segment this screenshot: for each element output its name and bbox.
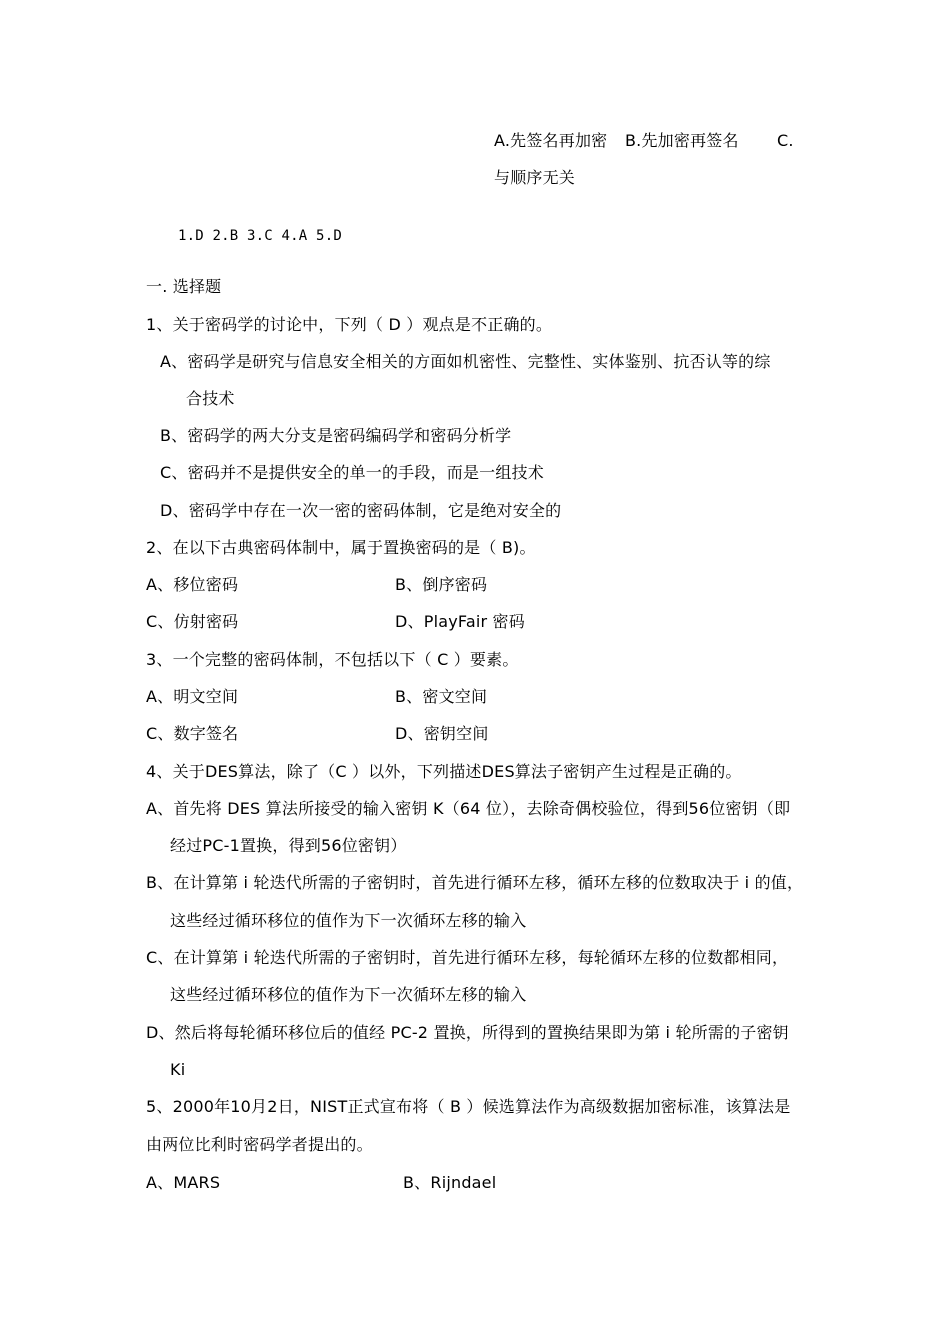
q2-option-d: D、PlayFair 密码 — [395, 612, 525, 631]
q1-option-c: C、密码并不是提供安全的单一的手段，而是一组技术 — [160, 463, 544, 482]
section-title: 一. 选择题 — [146, 277, 222, 296]
q4-stem: 4、关于DES算法，除了（C ）以外，下列描述DES算法子密钥产生过程是正确的。 — [146, 762, 742, 781]
q1-stem: 1、关于密码学的讨论中，下列（ D ）观点是不正确的。 — [146, 315, 553, 334]
option-b-encrypt-then-sign: B.先加密再签名 — [625, 131, 739, 150]
option-c-text: 与顺序无关 — [494, 168, 576, 187]
q4-option-a: A、首先将 DES 算法所接受的输入密钥 K（64 位），去除奇偶校验位，得到56位密钥（即 — [146, 799, 791, 818]
q2-option-a: A、移位密码 — [146, 575, 239, 594]
q5-option-b: B、Rijndael — [403, 1173, 497, 1192]
q1-option-b: B、密码学的两大分支是密码编码学和密码分析学 — [160, 426, 512, 445]
q4-option-b-cont: 这些经过循环移位的值作为下一次循环左移的输入 — [170, 911, 527, 930]
q4-option-d-cont: Ki — [170, 1060, 186, 1079]
q1-option-a-cont: 合技术 — [186, 389, 235, 408]
option-a-sign-then-encrypt: A.先签名再加密 — [494, 131, 608, 150]
q5-stem: 5、2000年10月2日，NIST正式宣布将（ B ）候选算法作为高级数据加密标准，该算法是 — [146, 1097, 791, 1116]
q4-option-a-cont: 经过PC-1置换，得到56位密钥） — [170, 836, 407, 855]
q1-option-d: D、密码学中存在一次一密的密码体制，它是绝对安全的 — [160, 501, 562, 520]
q4-option-c: C、在计算第 i 轮迭代所需的子密钥时，首先进行循环左移，每轮循环左移的位数都相同， — [146, 948, 789, 967]
q5-option-a: A、MARS — [146, 1173, 221, 1192]
q4-option-b: B、在计算第 i 轮迭代所需的子密钥时，首先进行循环左移，循环左移的位数取决于 i 的值， — [146, 873, 804, 892]
answer-key: 1.D 2.B 3.C 4.A 5.D — [178, 228, 342, 244]
q3-option-a: A、明文空间 — [146, 687, 239, 706]
q3-stem: 3、一个完整的密码体制，不包括以下（ C ）要素。 — [146, 650, 519, 669]
q3-option-b: B、密文空间 — [395, 687, 488, 706]
q4-option-d: D、然后将每轮循环移位后的值经 PC-2 置换，所得到的置换结果即为第 i 轮所需的子密钥 — [146, 1023, 789, 1042]
q2-option-b: B、倒序密码 — [395, 575, 488, 594]
q4-option-c-cont: 这些经过循环移位的值作为下一次循环左移的输入 — [170, 985, 527, 1004]
option-c-label: C. — [777, 131, 794, 150]
q1-option-a: A、密码学是研究与信息安全相关的方面如机密性、完整性、实体鉴别、抗否认等的综 — [160, 352, 771, 371]
q3-option-c: C、数字签名 — [146, 724, 239, 743]
q5-stem-cont: 由两位比利时密码学者提出的。 — [146, 1135, 373, 1154]
q3-option-d: D、密钥空间 — [395, 724, 489, 743]
q2-stem: 2、在以下古典密码体制中，属于置换密码的是（ B)。 — [146, 538, 536, 557]
q2-option-c: C、仿射密码 — [146, 612, 239, 631]
